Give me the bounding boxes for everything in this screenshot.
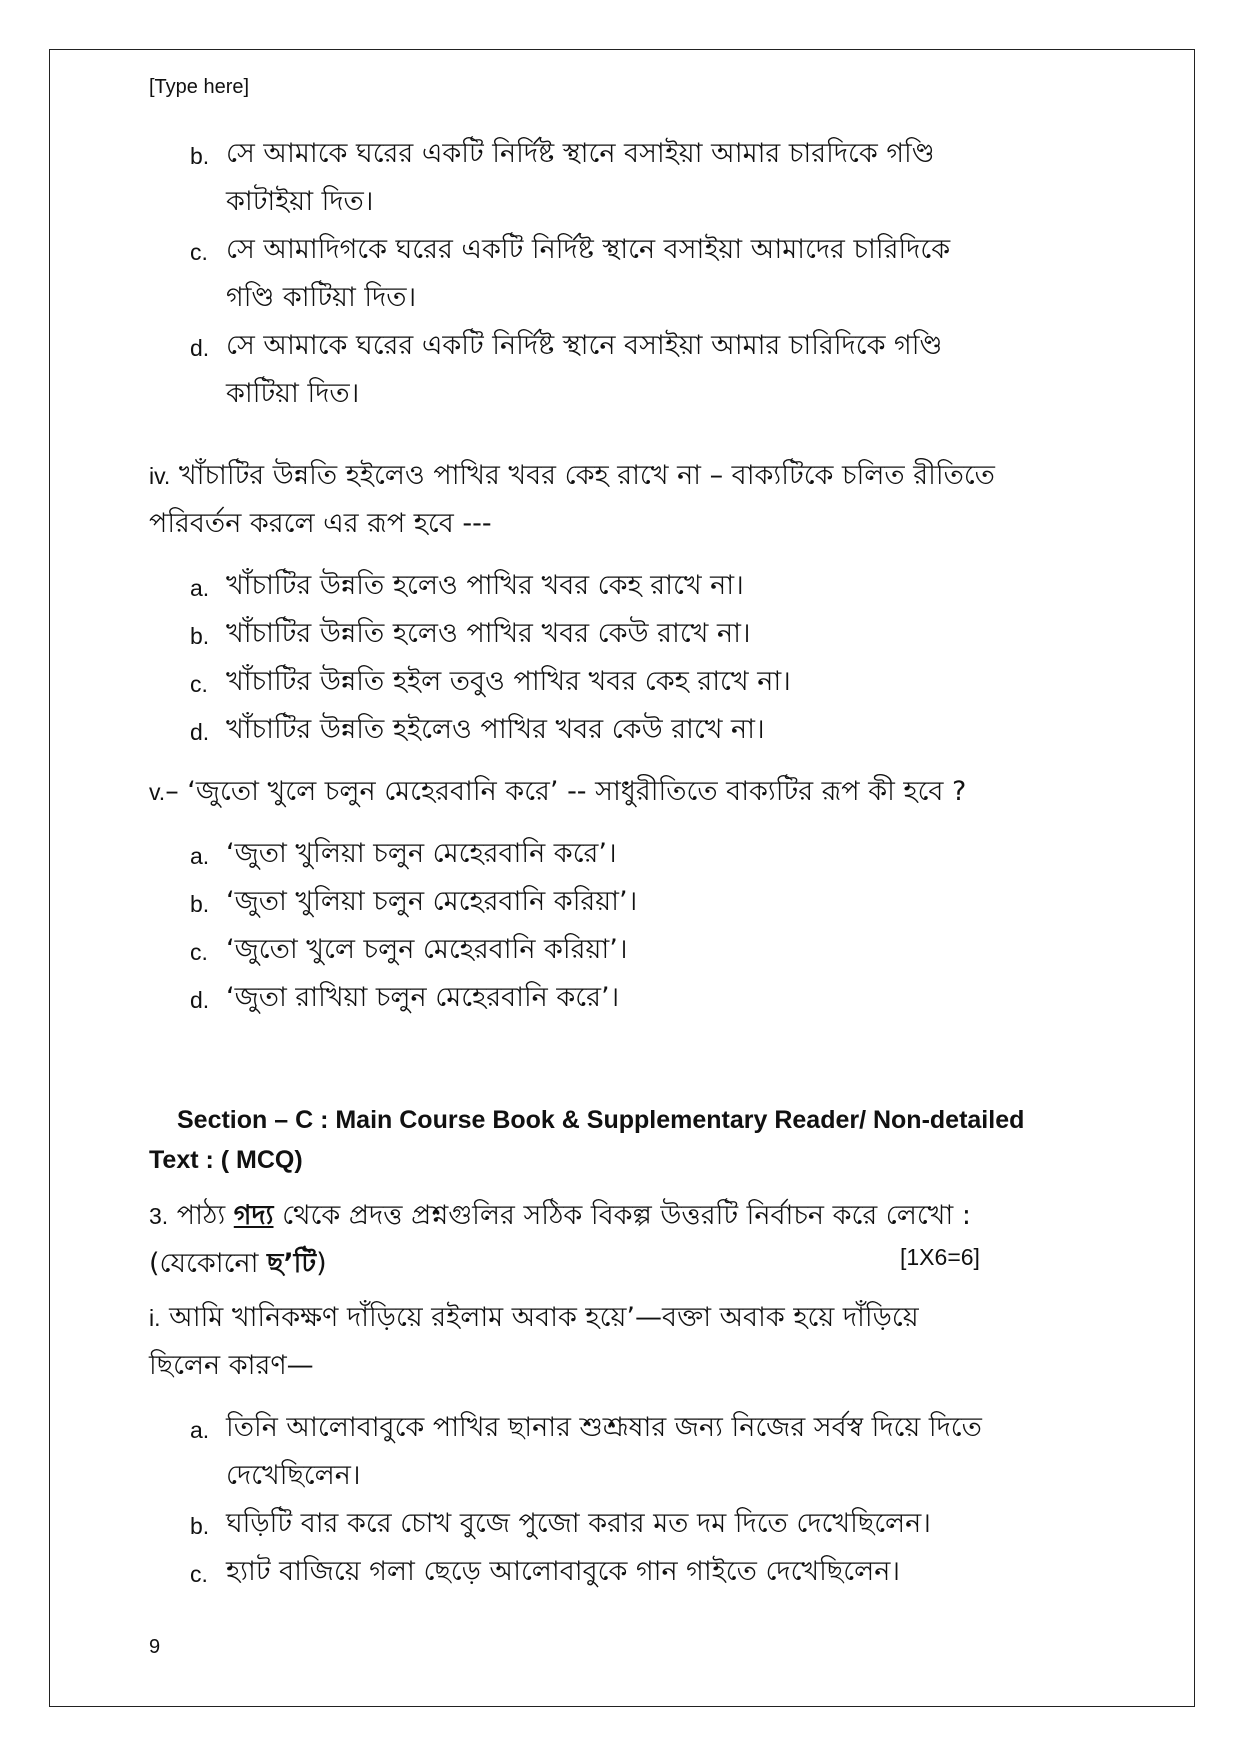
question-text: পরিবর্তন করলে এর রূপ হবে --- xyxy=(149,508,492,539)
page-header: [Type here] xyxy=(149,76,250,98)
option-text: ‘জুতা খুলিয়া চলুন মেহেরবানি করিয়া’। xyxy=(226,886,638,917)
option-text: খাঁচাটির উন্নতি হইল তবুও পাখির খবর কেহ রাখে না। xyxy=(226,666,791,697)
question-text: ছিলেন কারণ— xyxy=(149,1350,314,1381)
question-number: iv. xyxy=(149,463,171,489)
question-i xyxy=(149,1294,1089,1390)
option-text: ‘জুতা খুলিয়া চলুন মেহেরবানি করে’। xyxy=(226,838,617,869)
question-text: (যেকোনো xyxy=(149,1248,267,1279)
option-text: কাটিয়া দিত। xyxy=(226,378,360,409)
option-label: c. xyxy=(190,239,208,265)
option-label: d. xyxy=(190,987,210,1013)
question-number: v. xyxy=(149,779,166,805)
option-label: b. xyxy=(190,891,210,917)
option-label: b. xyxy=(190,623,210,649)
option-label: d. xyxy=(190,719,210,745)
option-text: সে আমাকে ঘরের একটি নির্দিষ্ট স্থানে বসাইয়া আমার চারদিকে গণ্ডি xyxy=(226,138,935,169)
option-text: খাঁচাটির উন্নতি হইলেও পাখির খবর কেউ রাখে না। xyxy=(226,714,765,745)
option-label: a. xyxy=(190,575,210,601)
option-label: c. xyxy=(190,1561,208,1587)
option-label: d. xyxy=(190,335,210,361)
option-text: গণ্ডি কাটিয়া দিত। xyxy=(226,282,417,313)
emphasis-word: ছ’টি xyxy=(267,1248,317,1279)
option-text: ঘড়িটি বার করে চোখ বুজে পুজো করার মত দম দিতে দেখেছিলেন। xyxy=(226,1508,931,1539)
option-text: দেখেছিলেন। xyxy=(226,1460,361,1491)
question-text: পাঠ্য xyxy=(168,1200,234,1231)
question-text: আমি খানিকক্ষণ দাঁড়িয়ে রইলাম অবাক হয়ে’—বক্তা অবাক হয়ে দাঁড়িয়ে xyxy=(160,1302,919,1333)
question-text: খাঁচাটির উন্নতি হইলেও পাখির খবর কেহ রাখে না – বাক্যটিকে চলিত রীতিতে xyxy=(170,460,995,491)
question-text: থেকে প্রদত্ত প্রশ্নগুলির সঠিক বিকল্প উত্তরটি নির্বাচন করে লেখো : xyxy=(273,1200,971,1231)
marks-label: [1X6=6] xyxy=(900,1244,980,1270)
option-label: c. xyxy=(190,939,208,965)
question-v xyxy=(149,768,1089,816)
option-text: সে আমাদিগকে ঘরের একটি নির্দিষ্ট স্থানে বসাইয়া আমাদের চারিদিকে xyxy=(226,234,951,265)
question-text: – ‘জুতো খুলে চলুন মেহেরবানি করে’ -- সাধুরীতিতে বাক্যটির রূপ কী হবে ? xyxy=(165,776,967,807)
section-title-line: Text : ( MCQ) xyxy=(149,1146,303,1174)
option-label: b. xyxy=(190,143,210,169)
option-text: তিনি আলোবাবুকে পাখির ছানার শুশ্রূষার জন্য নিজের সর্বস্ব দিয়ে দিতে xyxy=(226,1412,982,1443)
option-text: সে আমাকে ঘরের একটি নির্দিষ্ট স্থানে বসাইয়া আমার চারিদিকে গণ্ডি xyxy=(226,330,943,361)
option-label: b. xyxy=(190,1513,210,1539)
option-text: খাঁচাটির উন্নতি হলেও পাখির খবর কেহ রাখে না। xyxy=(226,570,744,601)
question-text: ) xyxy=(316,1248,327,1279)
page-number: 9 xyxy=(149,1636,161,1658)
option-text: হ্যাট বাজিয়ে গলা ছেড়ে আলোবাবুকে গান গাইতে দেখেছিলেন। xyxy=(226,1556,900,1587)
section-heading xyxy=(149,1100,1024,1180)
section-title-line: Section – C : Main Course Book & Supplementary Reader/ Non-detailed xyxy=(177,1106,1025,1134)
question-number: i. xyxy=(149,1305,161,1331)
question-iv xyxy=(149,452,1089,548)
option-label: a. xyxy=(190,1417,210,1443)
option-text: কাটাইয়া দিত। xyxy=(226,186,374,217)
question-number: 3. xyxy=(149,1203,169,1229)
option-text: ‘জুতা রাখিয়া চলুন মেহেরবানি করে’। xyxy=(226,982,620,1013)
question-3 xyxy=(149,1192,1089,1288)
emphasis-word: গদ্য xyxy=(233,1200,274,1231)
option-text: ‘জুতো খুলে চলুন মেহেরবানি করিয়া’। xyxy=(226,934,628,965)
option-label: c. xyxy=(190,671,208,697)
option-label: a. xyxy=(190,843,210,869)
option-text: খাঁচাটির উন্নতি হলেও পাখির খবর কেউ রাখে না। xyxy=(226,618,751,649)
